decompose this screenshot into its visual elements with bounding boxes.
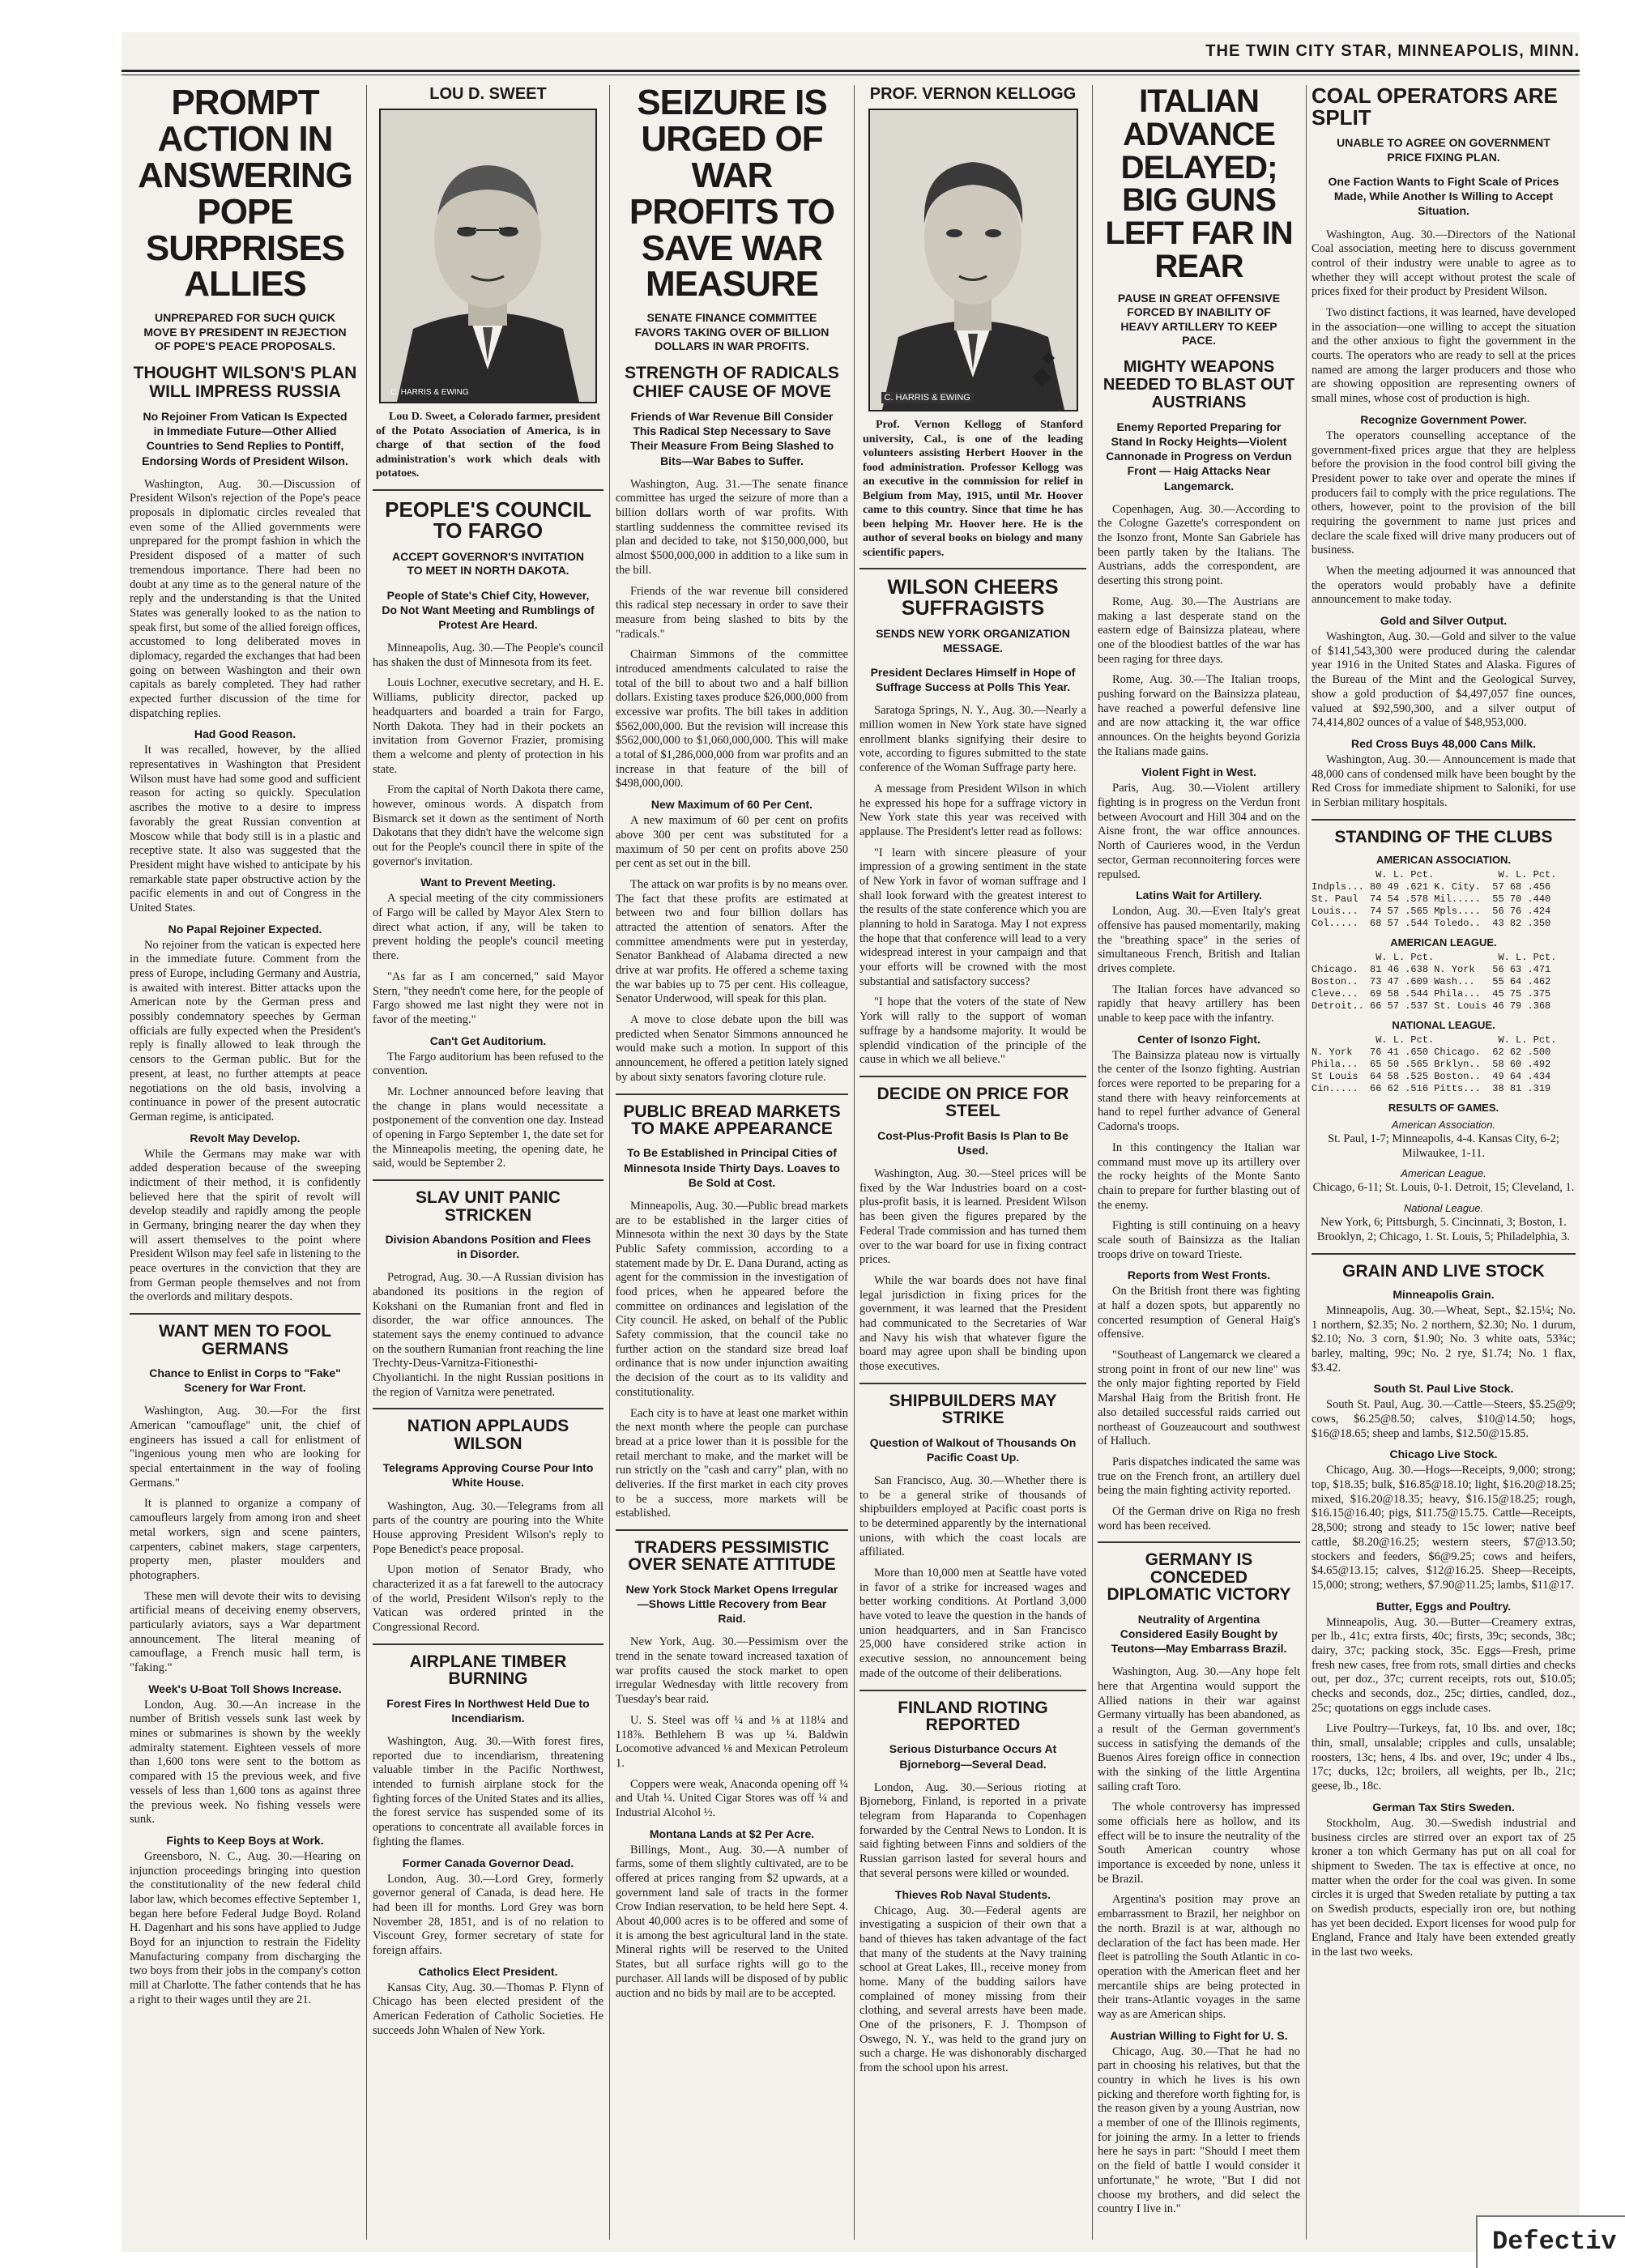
headline-germans: WANT MEN TO FOOL GERMANS (158, 1322, 332, 1358)
article-paragraph: Rome, Aug. 30.—The Austrians are making a last desperate stand on the eastern edge of Bainsizza plateau, where one of the bloodiest battles of the war has been raging for three days. (1098, 595, 1300, 666)
article-paragraph: The operators counselling acceptance of the government-fixed prices argue that they are helpless before the provision in the food control bill giving the President power to take over and operate the mines if producers fail to comply with the price regulations. The others, however, point to the provision of the bill requiring the government to name just prices and declare the scale fixed will drive many producers out of business. (1312, 428, 1576, 557)
column-3 (616, 85, 848, 2240)
section-subhead: Gold and Silver Output. (1380, 614, 1508, 628)
article-paragraph: Each city is to have at least one market within the next month where the people can purchase bread at a price lower than it is possible for the retail merchant to make, and the market will be run strictly on the "cash and carry" plan, with no deliveries. If the first market in each city proves to be a success, more markets will be established. (616, 1406, 848, 1520)
portrait-caption: Lou D. Sweet, a Colorado farmer, president of the Potato Association of America, is in charge of that section of the food administration's work which deals with potatoes. (376, 411, 600, 480)
subdeck-camouflage: Chance to Enlist in Corps to "Fake" Scenery for War Front. (149, 1366, 341, 1395)
portrait-caption: Prof. Vernon Kellogg of Stanford university, Cal., is one of the leading volunteers assisting Herbert Hoover in the food administration. Professor Kellogg was an executive in the commission for relief in Belgium from May, 1915, until Mr. Hoover came to this country. Since that time he has been helping Mr. Hoover here. He is the author of several books on biology and many scientific papers. (863, 419, 1083, 559)
subhead-russia: THOUGHT WILSON'S PLAN WILL IMPRESS RUSSIA (133, 363, 357, 401)
results-league: American Association. (1391, 1119, 1496, 1132)
article-paragraph: Billings, Mont., Aug. 30.—A number of farms, some of them slightly cultivated, are to be offered at prices ranging from $2 upwards, at a government land sale of tracts in the former Crow Indian reservation, to be held here Sept. 4. About 40,000 acres is to be offered and some of it is among the best agricultural land in the state. Mineral rights will be reserved to the United States, but all surface rights will go to the purchaser. All lands will be disposed of by public auction and no bids by mail are to be accepted. (616, 1843, 848, 2000)
section-subhead: Catholics Elect President. (418, 1964, 558, 1978)
article-paragraph: Petrograd, Aug. 30.—A Russian division has abandoned its positions in the region of Kokshani on the Rumanian front and fled in disorder, the war office announces. The statement says the enemy continued to advance on the southern Rumanian front reaching the line Trechty-Deus-Varnitza-Fitionesthi-Chyoliantichi. In the night Russian positions in the region of Varnitza were penetrated. (373, 1271, 604, 1399)
article-paragraph: Washington, Aug. 30.—Steel prices will be fixed by the War Industries board on a cost-plus-profit basis, it is learned. President Wilson has been given the figures prepared by the Federal Trade commission and has turned them over to the war board for use in fixing contract prices. (859, 1167, 1086, 1267)
column-1 (130, 85, 360, 2240)
results-line: Chicago, 6-11; St. Louis, 0-1. Detroit, 15; Cleveland, 1. (1312, 1181, 1575, 1195)
article-paragraph: Washington, Aug. 30.—Any hope felt here that Argentina would support the Allied nations in their war against Germany virtually has been abandoned, as a result of the German government's success in satisfying the demands of the Buenos Aires foreign office in connection with the sinking of the little Argentina sailing craft Toro. (1098, 1665, 1300, 1793)
article-paragraph: Washington, Aug. 30.—With forest fires, reported due to incendiarism, threatening valuable timber in the Pacific Northwest, intended to furnish airplane stock for the fighting forces of the United States and its allies, the forest service has suspended some of its operations to concentrate all available forces in fighting the flames. (373, 1735, 604, 1848)
section-subhead: Minneapolis Grain. (1393, 1287, 1495, 1301)
subdeck-vatican: No Rejoiner From Vatican Is Expected in Immediate Future—Other Allied Countries to Send Replies to Pontiff, Endorsing Words of President Wilson. (142, 409, 348, 467)
section-subhead: Former Canada Governor Dead. (402, 1856, 574, 1869)
subdeck-enemy: Enemy Reported Preparing for Stand In Rocky Heights—Violent Cannonade in Progress on Verdun Front — Haig Attacks Near Langemarck. (1106, 420, 1292, 492)
divider (1098, 1541, 1300, 1543)
divider (1312, 1253, 1576, 1255)
section-subhead: Red Cross Buys 48,000 Cans Milk. (1351, 736, 1536, 750)
column-rule (1092, 85, 1093, 2240)
portrait-name: LOU D. SWEET (429, 85, 547, 103)
headline-bread: PUBLIC BREAD MARKETS TO MAKE APPEARANCE (623, 1102, 841, 1138)
subdeck-coal: One Faction Wants to Fight Scale of Prices Made, While Another Is Willing to Accept Situation. (1328, 175, 1559, 218)
article-paragraph: Chicago, Aug. 30.—Hogs—Receipts, 9,000; strong; top, $18.35; bulk, $16.85@18.10; light, $16.20@18.25; mixed, $16.20@18.35; heavy, $16.15@18.25; rough, $16.15@16.40; pigs, $11.75@15.75. Cattle—Receipts, 28,500; strong and steady to 15c lower; native beef cattle, $8.20@16.25; western steers, $7@13.50; stockers and feeders, $6@9.25; cows and heifers, $4.65@13.15; calves, $12@16.25. Sheep—Receipts, 15,000; strong; wethers, $7.90@11.25; lambs, $11@17. (1312, 1464, 1576, 1592)
article-paragraph: Copenhagen, Aug. 30.—According to the Cologne Gazette's correspondent on the Isonzo front, Monte San Gabriele has been partly taken by the Italians. The Austrians, adds the correspondent, are deserting this strong point. (1098, 502, 1300, 588)
article-paragraph: Stockholm, Aug. 30.—Swedish industrial and business circles are stirred over an export tax of 25 kroner a ton which Germany has put on all coal for shipment to Sweden. The tax is effective at once, no matter when the order for the coal was given. In some circles it is urged that Sweden retaliate by putting a tax on Swedish products, especially iron ore, but nothing has yet been decided. Export licenses for wood pulp for England, France and Italy have been extended greatly in the last two weeks. (1312, 1816, 1576, 1959)
defective-stamp: Defectiv (1476, 2215, 1625, 2268)
article-paragraph: A message from President Wilson in which he expressed his hope for a suffrage victory in New York state this year was received with applause. The President's letter read as follows: (859, 782, 1086, 838)
section-subhead: Center of Isonzo Fight. (1137, 1032, 1260, 1046)
section-subhead: Want to Prevent Meeting. (420, 876, 556, 889)
masthead-rule (122, 70, 1580, 72)
article-paragraph: Chicago, Aug. 30.—Federal agents are investigating a suspicion of their own that a band of thieves has taken advantage of the fact that many of the students at the Navy training school at Great Lakes, Ill., receive money from home. Many of the budding sailors have complained of money missing from their clothing, and several arrests have been made. One of the prisoners, F. J. Thompson of Oswego, N. Y., was held to the grand jury on such a charge. He was dishonorably discharged from the school upon his arrest. (859, 1904, 1086, 2075)
divider (616, 1529, 848, 1531)
headline-slav: SLAV UNIT PANIC STRICKEN (416, 1188, 561, 1225)
section-subhead: Thieves Rob Naval Students. (894, 1887, 1051, 1901)
article-paragraph: London, Aug. 30.—Serious rioting at Bjorneborg, Finland, is reported in a private telegram from Haparanda to Copenhagen forwarded by the Central News to London. It is said fighting between Finns and soldiers of the Russian garrison lasted for several hours and that several persons were killed or wounded. (859, 1780, 1086, 1880)
section-subhead: German Tax Stirs Sweden. (1372, 1800, 1515, 1814)
article-paragraph: Paris, Aug. 30.—Violent artillery fighting is in progress on the Verdun front between Avocourt and Hill 304 and on the Aisne front, the war office announces. North of Caurieres wood, in the Verdun sector, German reconnoitering forces were repulsed. (1098, 782, 1300, 881)
article-paragraph: Minneapolis, Aug. 30.—Wheat, Sept., $2.15¼; No. 1 northern, $2.35; No. 2 northern, $2.30; No. 1 durum, $2.10; No. 3 corn, $1.90; No. 3 white oats, 53¾c; barley, malting, 99c; No. 2 rye, $1.74; No. 1 flax, $3.42. (1312, 1303, 1576, 1375)
headline-timber: AIRPLANE TIMBER BURNING (409, 1652, 567, 1689)
deck-war-profits: SENATE FINANCE COMMITTEE FAVORS TAKING OVER OF BILLION DOLLARS IN WAR PROFITS. (634, 311, 830, 353)
divider (373, 1408, 604, 1409)
article-paragraph: Saratoga Springs, N. Y., Aug. 30.—Nearly a million women in New York state have signed enrollment blanks signifying their desire to vote, according to figures submitted to the state conference of the Woman Suffrage party here. (859, 704, 1086, 775)
subdeck-slav: Division Abandons Position and Flees in Disorder. (385, 1232, 591, 1261)
section-subhead: Butter, Eggs and Poultry. (1375, 1599, 1512, 1613)
portrait-photo (868, 109, 1078, 411)
article-paragraph: San Francisco, Aug. 30.—Whether there is to be a general strike of thousands of shipbuilders employed at Pacific coast ports is to be determined apparently by the international unions, with which the coast locals are affiliated. (859, 1473, 1086, 1559)
headline-standings: STANDING OF THE CLUBS (1334, 827, 1553, 846)
section-subhead: Week's U-Boat Toll Shows Increase. (148, 1682, 342, 1695)
headline-grain: GRAIN AND LIVE STOCK (1342, 1261, 1545, 1281)
column-rule (1306, 85, 1307, 2240)
divider (859, 568, 1086, 569)
divider (859, 1690, 1086, 1691)
subdeck-argentina: Neutrality of Argentina Considered Easily Bought by Teutons—May Embarrass Brazil. (1111, 1612, 1287, 1655)
results-league: National League. (1403, 1202, 1484, 1215)
article-paragraph: Greensboro, N. C., Aug. 30.—Hearing on injunction proceedings bringing into question the constitutionality of the new federal child labor law, which becomes effective September 1, began here before Federal Judge Boyd. Roland H. Dagenhart and his sons have applied to Judge Boyd for an injunction to restrain the Fidelity Manufacturing company from discharging the two boys from their jobs in the company's cotton mill at Charlotte. The father contends that he has a right to their wages until they are 21. (130, 1849, 360, 2006)
article-paragraph: Argentina's position may prove an embarrassment to Brazil, her neighbor on the north. Brazil is at war, although no declaration of the fact has been made. Her fleet is patrolling the South Atlantic in co-operation with the American fleet and her mercantile ships are being protected in their trans-Atlantic voyages in the same way as are American ships. (1098, 1893, 1300, 2021)
subdeck-fargo: People of State's Chief City, However, Do Not Want Meeting and Rumblings of Protest Are Heard. (382, 588, 595, 631)
photo-credit: C. HARRIS & EWING (881, 392, 974, 403)
headline-finland: FINLAND RIOTING REPORTED (898, 1698, 1048, 1734)
subdeck-timber: Forest Fires In Northwest Held Due to Incendiarism. (386, 1696, 590, 1724)
section-subhead: Chicago Live Stock. (1389, 1447, 1498, 1461)
divider (373, 1179, 604, 1181)
results-line: New York, 6; Pittsburgh, 5. Cincinnati, 3; Boston, 1. Brooklyn, 2; Chicago, 1. St. Louis, 5; Philadelphia, 3. (1316, 1216, 1571, 1243)
article-paragraph: The Bainsizza plateau now is virtually the center of the Isonzo fighting. Austrian forces were reported to be preparing for a stand there with heavy reinforcements at hand to repel further advance of General Cadorna's troops. (1098, 1048, 1300, 1134)
photo-credit: C. HARRIS & EWING (390, 388, 469, 397)
article-paragraph: A move to close debate upon the bill was predicted when Senator Simmons announced he would make such a motion. In support of this announcement, he offered a petition lately signed by about sixty senators favoring cloture rule. (616, 1013, 848, 1084)
article-paragraph: Live Poultry—Turkeys, fat, 10 lbs. and over, 18c; thin, small, unsalable; cripples and culls, unsalable; roosters, 13c; hens, 4 lbs. and over, 19c; under 4 lbs., 17c; ducks, 12c; broilers, all weights, per lb., 21c; geese, lb., 18c. (1312, 1722, 1576, 1793)
column-rule (854, 85, 855, 2240)
standings-table: W. L. Pct. W. L. Pct. Chicago. 81 46 .638 N. York 56 63 .471 Boston.. 73 47 .609 Wash... 55 64 .462 Cleve... 69 58 .544 Phila... 45 75 .375 Detroit.. 66 57 .537 St. Louis 46 79 .368 (1312, 952, 1557, 1013)
article-paragraph: Louis Lochner, executive secretary, and H. E. Williams, publicity director, packed up headquarters and boarded a train for Fargo, North Dakota. They had in their pockets an invitation from Governor Frazier, promising them a welcome and plenty of protection in his state. (373, 676, 604, 776)
article-paragraph: Friends of the war revenue bill considered this radical step necessary in order to save their measure from being slashed to bits by the "radicals." (616, 584, 848, 641)
deck-coal: UNABLE TO AGREE ON GOVERNMENT PRICE FIXING PLAN. (1337, 136, 1550, 164)
subdeck-traders: New York Stock Market Opens Irregular—Shows Little Recovery from Bear Raid. (625, 1582, 838, 1626)
article-paragraph: On the British front there was fighting at half a dozen spots, but apparently no concerted resumption of General Haig's offensive. (1098, 1285, 1300, 1341)
standings-table: W. L. Pct. W. L. Pct. N. York 76 41 .650 Chicago. 62 62 .500 Phila... 65 50 .565 Brklyn.. 58 60 .492 St Louis 64 58 .525 Boston.. 49 64 .434 Cin..... 66 62 .516 Pitts... 38 81 .319 (1312, 1034, 1557, 1095)
section-subhead: Violent Fight in West. (1141, 765, 1256, 779)
section-subhead: Reports from West Fronts. (1127, 1268, 1271, 1282)
column-5 (1098, 85, 1300, 2240)
portrait-name: PROF. VERNON KELLOGG (869, 85, 1077, 103)
article-paragraph: Minneapolis, Aug. 30.—Butter—Creamery extras, per lb., 41c; extra firsts, 40c; firsts, 39c; seconds, 38c; dairy, 37c; packing stock, 35c. Eggs—Fresh, prime fresh new cases, free from rots, small dirties and checks out, per doz., 37c; current receipts, rots out, $10.05; checks and seconds, doz., 25c; dirties, candled, doz., 25c; quotations on eggs include cases. (1312, 1615, 1576, 1715)
article-paragraph: Of the German drive on Riga no fresh word has been received. (1098, 1504, 1300, 1533)
article-paragraph: Two distinct factions, it was learned, have developed in the association—one willing to accept the situation and the other anxious to fight the government in the courts. The operators who are ready to sell at the prices named are among the larger producers and those who are showing opposition are representing owners of small mines, whose cost of production is high. (1312, 306, 1576, 406)
headline-italian: ITALIAN ADVANCE DELAYED; BIG GUNS LEFT FAR IN REAR (1105, 85, 1293, 284)
article-paragraph: Washington, Aug. 30.—Discussion of President Wilson's rejection of the Pope's peace proposals in diplomatic circles revealed that even some of the Allied governments were unprepared for the prompt fashion in which the President disposed of a matter of such tremendous importance. There had been no doubt at any time as to the general nature of the reply and the understanding is that the United States was generally looked to as the nation to speak first, but some of the allied foreign offices, accustomed to long deliberated moves in diplomacy, regarded the exchanges that had been going on between Washington and their own capitals as barely completed. They had rather expected further discussion of the time for dispatching replies. (130, 477, 360, 720)
section-subhead: Recognize Government Power. (1360, 412, 1527, 426)
article-paragraph: From the capital of North Dakota there came, however, ominous words. A dispatch from Bismarck set it down as the sentiment of North Dakotans that they didn't have the welcome sign out for the People's council there in spite of the governor's invitation. (373, 783, 604, 868)
article-paragraph: In this contingency the Italian war command must move up its artillery over the rocky heights of the Monte Santo chain to prepare for further blasting out of the enemy. (1098, 1140, 1300, 1212)
article-paragraph: London, Aug. 30.—An increase in the number of British vessels sunk last week by mines or submarines is shown by the weekly admiralty statement. Eighteen vessels of more than 1,600 tons were sent to the bottom as compared with 15 the previous week, and five vessels of less than 1,600 tons as against three the previous week. No fishing vessels were sunk. (130, 1698, 360, 1827)
article-paragraph: Coppers were weak, Anaconda opening off ¼ and Utah ¼. United Cigar Stores was off ¼ and Industrial Alcohol ½. (616, 1777, 848, 1819)
deck-italian: PAUSE IN GREAT OFFENSIVE FORCED BY INABILITY OF HEAVY ARTILLERY TO KEEP PACE. (1117, 291, 1281, 347)
article-paragraph: "Southeast of Langemarck we cleared a strong point in front of our new line" was the only major fighting reported by Field Marshal Haig from the British front. He also detailed successful raids carried out northeast of Gouzeaucourt and southwest of Halluch. (1098, 1349, 1300, 1448)
article-paragraph: A new maximum of 60 per cent on profits above 300 per cent was substituted for a maximum of 50 per cent on profits above 250 per cent as set out in the bill. (616, 814, 848, 871)
article-paragraph: Minneapolis, Aug. 30.—Public bread markets are to be established in the larger cities of Minnesota within the next 30 days by the State Public Safety commission, according to a statement made by Dr. E. Dana Durand, acting as agent for the commission in the investigation of food prices, when he appeared before the committee on ordinances and legislation of the City council. He asked, on behalf of the Public Safety commission, that the council take no further action on the standard size bread loaf ordinance that is now under injunction awaiting the decision of the court as to its validity and constitutionality. (616, 1199, 848, 1399)
section-subhead: No Papal Rejoiner Expected. (168, 922, 322, 936)
article-paragraph: While the Germans may make war with added desperation because of the sweeping indictment of their method, it is confidently believed here that the spirit of revolt will develop steadily and rapidly among the people in Germany, bringing nearer the day when they will assert themselves to the point where President Wilson may feel safe in listening to the peace overtures in the conviction that they are from German people themselves and not from the overlords and military despots. (130, 1147, 360, 1304)
subdeck-steel: Cost-Plus-Profit Basis Is Plan to Be Used. (877, 1128, 1068, 1157)
article-paragraph: "I hope that the voters of the state of New York will rally to the support of woman suffrage by a handsome majority. It would be splendid vindication of the principle of the cause in which we all believe." (859, 995, 1086, 1067)
subdeck-bread: To Be Established in Principal Cities of Minnesota Inside Thirty Days. Loaves to Be Sold at Cost. (624, 1146, 840, 1189)
article-paragraph: The Italian forces have advanced so rapidly that heavy artillery has been unable to keep pace with the infantry. (1098, 983, 1300, 1025)
article-paragraph: London, Aug. 30.—Even Italy's great offensive has paused momentarily, making the "breathing space" in the series of simultaneous French, British and Italian drives complete. (1098, 905, 1300, 975)
subhead-radicals: STRENGTH OF RADICALS CHIEF CAUSE OF MOVE (625, 363, 839, 401)
deck-suffragists: SENDS NEW YORK ORGANIZATION MESSAGE. (876, 627, 1070, 654)
results-league: American League. (1401, 1167, 1486, 1180)
article-paragraph: Fighting is still continuing on a heavy scale south of Bainsizza as the Italian troops drive on toward Trieste. (1098, 1219, 1300, 1261)
headline-suffragists: WILSON CHEERS SUFFRAGISTS (887, 576, 1059, 620)
headline-shipbuilders: SHIPBUILDERS MAY STRIKE (889, 1391, 1057, 1428)
league-title: AMERICAN ASSOCIATION. (1375, 854, 1512, 867)
subhead-weapons: MIGHTY WEAPONS NEEDED TO BLAST OUT AUSTRIANS (1103, 357, 1295, 411)
section-subhead: Latins Wait for Artillery. (1136, 889, 1262, 902)
divider (1312, 819, 1576, 821)
headline-nation: NATION APPLAUDS WILSON (407, 1417, 569, 1453)
masthead (122, 36, 1580, 68)
article-paragraph: Washington, Aug. 30.—For the first American "camouflage" unit, the chief of engineers has issued a call for enlistment of "ingenious young men who are looking for special entertainment in the way of fooling Germans." (130, 1405, 360, 1490)
masthead-text: THE TWIN CITY STAR, MINNEAPOLIS, MINN. (1205, 42, 1580, 60)
standings-table: W. L. Pct. W. L. Pct. Indpls... 80 49 .621 K. City. 57 68 .456 St. Paul 74 54 .578 Mil..... 55 70 .440 Louis... 74 57 .565 Mpls.... 56 76 .424 Col..... 68 57 .544 Toledo.. 43 82 .350 (1312, 869, 1557, 930)
article-paragraph: It was recalled, however, by the allied representatives in Washington that President Wilson must have had some good and sufficient reason for acting so quickly. Speculation ascribes the motive to a desire to impress favorably the great Russian convention at Moscow while that body still is in a plastic and receptive state. It also was suggested that the President might have wished to anticipate by his remarkable state paper obstructive action by the pacific elements in and out of Congress in the United States. (130, 744, 360, 914)
article-paragraph: Kansas City, Aug. 30.—Thomas P. Flynn of Chicago has been elected president of the American Federation of Catholic Societies. He succeeds John Whalen of New York. (373, 1980, 604, 2037)
deck-fargo: ACCEPT GOVERNOR'S INVITATION TO MEET IN NORTH DAKOTA. (392, 549, 584, 578)
section-subhead: New Maximum of 60 Per Cent. (650, 798, 813, 812)
headline-coal: COAL OPERATORS ARE SPLIT (1312, 85, 1558, 130)
article-paragraph: Washington, Aug. 30.—Gold and silver to the value of $141,543,300 were produced during the calendar year 1916 in the United States and Alaska. Figures of the Bureau of the Mint and the Geological Survey, show a gold production of $4,497,057 fine ounces, valued at $92,590,300, and a silver output of 74,414,802 ounces of a value of $48,953,000. (1312, 630, 1576, 730)
headline-pope: PROMPT ACTION IN ANSWERING POPE SURPRISES ALLIES (138, 85, 352, 305)
subdeck-finland: Serious Disturbance Occurs At Bjorneborg—Several Dead. (889, 1742, 1057, 1771)
section-subhead: Fights to Keep Boys at Work. (166, 1833, 324, 1847)
portrait-illustration (870, 110, 1077, 410)
section-subhead: Montana Lands at $2 Per Acre. (649, 1827, 815, 1840)
headline-germany: GERMANY IS CONCEDED DIPLOMATIC VICTORY (1107, 1550, 1291, 1605)
subdeck-revenue: Friends of War Revenue Bill Consider This Radical Step Necessary to Save Their Measure From Being Slashed to Bits—War Babes to Suffer. (629, 409, 834, 467)
headline-traders: TRADERS PESSIMISTIC OVER SENATE ATTITUDE (628, 1538, 836, 1575)
portrait-photo (379, 109, 597, 403)
headline-war-profits: SEIZURE IS URGED OF WAR PROFITS TO SAVE WAR MEASURE (629, 85, 835, 305)
article-paragraph: London, Aug. 30.—Lord Grey, formerly governor general of Canada, is dead here. He had been ill for months. Lord Grey was born November 28, 1851, and is of no relation to Viscount Grey, former secretary of state for foreign affairs. (373, 1872, 604, 1957)
article-paragraph: It is planned to organize a company of camoufleurs largely from among iron and sheet metal workers, sign and scene painters, carpenters, cabinet makers, stage carpenters, property men, plaster moulders and photographers. (130, 1497, 360, 1582)
divider (859, 1383, 1086, 1384)
section-subhead: Revolt May Develop. (190, 1131, 301, 1145)
section-subhead: Can't Get Auditorium. (429, 1034, 547, 1047)
divider (616, 1094, 848, 1095)
article-paragraph: The Fargo auditorium has been refused to the convention. (373, 1050, 604, 1078)
article-paragraph: These men will devote their wits to devising artificial means of deceiving enemy observers, particularly aviators, says a War department announcement. The literal meaning of camouflage, a French music hall term, is "faking." (130, 1589, 360, 1674)
league-title: AMERICAN LEAGUE. (1390, 936, 1497, 949)
article-paragraph: Upon motion of Senator Brady, who characterized it as a fat farewell to the autocracy of the world, President Wilson's reply to the Vatican was ordered printed in the Congressional Record. (373, 1563, 604, 1635)
portrait-illustration (381, 110, 595, 402)
headline-steel: DECIDE ON PRICE FOR STEEL (876, 1084, 1069, 1121)
article-paragraph: Washington, Aug. 30.—Directors of the National Coal association, meeting here to discuss government control of their industry were unable to agree as to whether they will accept without protest the scale of prices fixed for their product by President Wilson. (1312, 228, 1576, 299)
article-paragraph: The whole controversy has impressed some officials here as hollow, and its effect will be to insure the neutrality of the South American country whose importance is exceeded by none, unless it be Brazil. (1098, 1801, 1300, 1886)
article-paragraph: Chairman Simmons of the committee introduced amendments calculated to raise the total of the bill to about two and a half billion dollars. Existing taxes produce $26,000,000 from excessive war profits. The bill takes in addition $562,000,000. But the revision will increase this $562,000,000 to $1,060,000,000. This will make a total of $1,286,000,000 from war profits and an increase in that feature of the bill of $498,000,000. (616, 648, 848, 791)
article-paragraph: More than 10,000 men at Seattle have voted in favor of a strike for increased wages and better working conditions. At Portland 3,000 have voted to leave the question in the hands of union headquarters, and in San Francisco 25,000 have considered strike action in executive session, no announcement being made of the outcome of their deliberations. (859, 1567, 1086, 1680)
subdeck-shipbuilders: Question of Walkout of Thousands On Pacific Coast Up. (869, 1435, 1077, 1464)
headline-fargo: PEOPLE'S COUNCIL TO FARGO (385, 497, 591, 544)
subdeck-suffragists: President Declares Himself in Hope of Suffrage Success at Polls This Year. (870, 666, 1076, 694)
article-paragraph: Mr. Lochner announced before leaving that the change in plans would necessitate a postponement of the convention one day. Instead of opening in Fargo September 1, the date set for the Minneapolis meeting, the opening date, he said, would be September 2. (373, 1085, 604, 1170)
column-rule (609, 85, 610, 2240)
article-paragraph: U. S. Steel was off ¼ and ⅛ at 118¼ and 118⅞. Bethlehem B was up ¼. Baldwin Locomotive advanced ⅛ and Mexican Petroleum 1. (616, 1713, 848, 1770)
article-paragraph: South St. Paul, Aug. 30.—Cattle—Steers, $5.25@9; cows, $6.25@8.50; calves, $10@14.50; hogs, $16@18.65; sheep and lambs, $12.50@15.85. (1312, 1398, 1576, 1440)
article-paragraph: "I learn with sincere pleasure of your impression of a growing sentiment in the state of New York in favor of woman suffrage and I shall look forward with the greatest interest to the results of the state conference which you are planning to hold in Saratoga. May I not express the hope that that conference will lead to a very widespread interest in your campaign and that your efforts will be crowned with the most substantial and satisfactory success? (859, 846, 1086, 988)
column-6 (1312, 85, 1576, 2240)
article-paragraph: A special meeting of the city commissioners of Fargo will be called by Mayor Alex Stern to direct what action, if any, will be taken to prevent holding the people's council meeting there. (373, 892, 604, 963)
column-rule (366, 85, 367, 2240)
article-paragraph: "As far as I am concerned," said Mayor Stern, "they needn't come here, for the people of Fargo showed me last night they were not in favor of the meeting." (373, 970, 604, 1026)
article-paragraph: Rome, Aug. 30.—The Italian troops, pushing forward on the Bainsizza plateau, have reached a powerful defensive line and are now attacking it, the war office announces. On the heights beyond Gorizia the Italians made gains. (1098, 673, 1300, 758)
article-paragraph: When the meeting adjourned it was announced that the operators would probably have a definite announcement to make today. (1312, 565, 1576, 607)
section-subhead: Had Good Reason. (194, 727, 296, 741)
results-title: RESULTS OF GAMES. (1388, 1102, 1499, 1115)
article-paragraph: Washington, Aug. 30.—Telegrams from all parts of the country are pouring into the White House approving President Wilson's reply to Pope Benedict's peace proposal. (373, 1499, 604, 1556)
divider (859, 1076, 1086, 1077)
article-paragraph: Minneapolis, Aug. 30.—The People's council has shaken the dust of Minnesota from its feet. (373, 642, 604, 669)
article-paragraph: Chicago, Aug. 30.—That he had no part in choosing his relatives, but that the country in which he lives is his own picking and therefore worth fighting for, is the reason given by a young Austrian, now a member of one of the Illinois regiments, for joining the army. In a letter to friends here he says in part: "Should I meet them on the field of battle I would consider it unfortunate," he wrote, "But I did not choose my brothers, and did select the country I live in." (1098, 2044, 1300, 2216)
article-paragraph: No rejoiner from the vatican is expected here in the immediate future. Comment from the press of Europe, including Germany and Austria, is awaited with interest. Bitter attacks upon the American note by the German press and possibly condemnatory speeches by German officials are fully expected when the President's reply is finally allowed to leak through the censors to the German public. But for the present, at least, no further attempts at peace negotiations on the old basis, involving a continuance in power of the present autocratic German regime, is anticipated. (130, 938, 360, 1123)
article-paragraph: Washington, Aug. 31.—The senate finance committee has urged the seizure of more than a billion dollars worth of war profits. With startling suddenness the committee revised its plan and decided to take, not $150,000,000, but almost $500,000,000 in addition to a like sum in the bill. (616, 477, 848, 577)
section-subhead: South St. Paul Live Stock. (1373, 1382, 1514, 1396)
divider (373, 489, 604, 491)
article-paragraph: While the war boards does not have final legal jurisdiction in fixing prices for the government, it was learned that the President had communicated to the Secretaries of War and Navy his wish that whatever figure the board may agree upon shall be binding upon those executives. (859, 1273, 1086, 1373)
subdeck-nation: Telegrams Approving Course Pour Into White House. (382, 1461, 594, 1490)
article-paragraph: The attack on war profits is by no means over. The fact that these profits are estimated at between two and four billion dollars has attracted the attention of senators. After the committee amendments were put in yesterday, Senator Bankhead of Alabama directed a new drive at war profits. He offered a scheme taxing the war babies up to 75 per cent. His colleague, Senator Underwood, will speak for this plan. (616, 877, 848, 1006)
results-line: St. Paul, 1-7; Minneapolis, 4-4. Kansas City, 6-2; Milwaukee, 1-11. (1328, 1132, 1559, 1160)
deck-pope: UNPREPARED FOR SUCH QUICK MOVE BY PRESIDENT IN REJECTION OF POPE'S PEACE PROPOSALS. (143, 311, 347, 353)
divider (130, 1313, 360, 1315)
league-title: NATIONAL LEAGUE. (1392, 1019, 1495, 1032)
column-2 (373, 85, 604, 2240)
divider (373, 1643, 604, 1645)
article-paragraph: Washington, Aug. 30.— Announcement is made that 48,000 cans of condensed milk have been bought by the Red Cross for immediate shipment to Saloniki, for use in Serbian military hospitals. (1312, 752, 1576, 809)
article-paragraph: New York, Aug. 30.—Pessimism over the trend in the senate toward increased taxation of war profits caused the stock market to open irregular Wednesday with little recovery from Tuesday's bear raid. (616, 1635, 848, 1707)
article-paragraph: Paris dispatches indicated the same was true on the French front, an artillery duel being the main fighting activity reported. (1098, 1455, 1300, 1498)
section-subhead: Austrian Willing to Fight for U. S. (1110, 2028, 1288, 2042)
column-4 (859, 85, 1086, 2240)
